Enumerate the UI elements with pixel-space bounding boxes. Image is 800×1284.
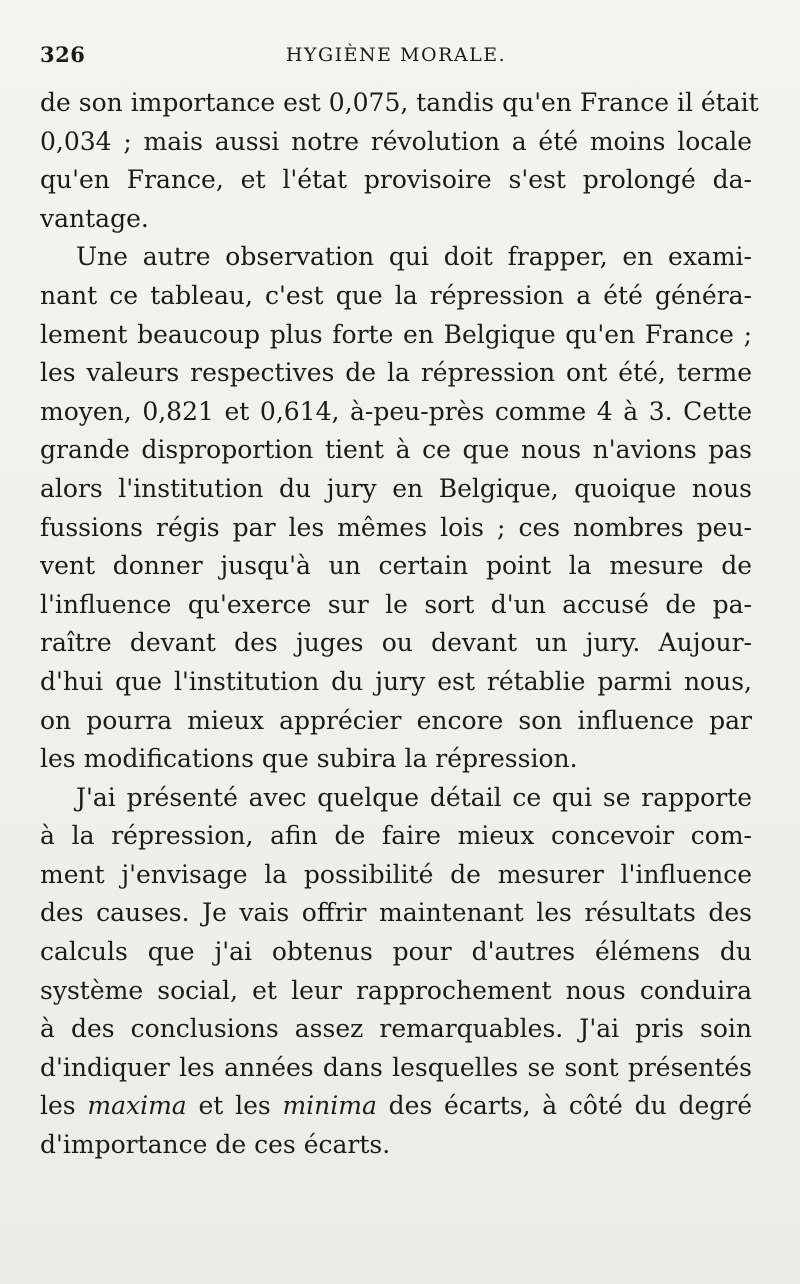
text-line: raître devant des juges ou devant un jury. Aujour- [40,628,752,658]
text-line: nant ce tableau, c'est que la répression a été généra- [40,280,752,310]
text-line: 0,034 ; mais aussi notre révolution a été moins locale [40,126,752,156]
text-line: alors l'institution du jury en Belgique, quoique nous [40,473,752,503]
text-line: l'influence qu'exerce sur le sort d'un accusé de pa- [40,589,752,619]
text-line: grande disproportion tient à ce que nous n'avions pas [40,435,752,465]
text-line: ment j'envisage la possibilité de mesurer l'influence [40,859,752,889]
text-line: d'hui que l'institution du jury est rétablie parmi nous, [40,666,752,696]
body-text [40,84,759,1165]
text-fragment: les [40,1091,88,1121]
text-line: Une autre observation qui doit frapper, en exami- [76,242,752,272]
text-line: vantage. [40,203,149,233]
text-line: des causes. Je vais offrir maintenant les résultats des [40,898,752,928]
text-line: d'indiquer les années dans lesquelles se sont présentés [40,1052,752,1082]
text-line: calculs que j'ai obtenus pour d'autres élémens du [40,937,752,967]
text-fragment: des écarts, à côté du degré [376,1091,752,1121]
text-line: fussions régis par les mêmes lois ; ces nombres peu- [40,512,752,542]
text-line: les modifications que subira la répression. [40,744,578,774]
paragraph-3 [40,779,752,1165]
text-line: à des conclusions assez remarquables. J'ai pris soin [40,1014,752,1044]
text-line: J'ai présenté avec quelque détail ce qui se rapporte [76,782,752,812]
text-line: qu'en France, et l'état provisoire s'est prolongé da- [40,165,752,195]
paragraph-1 [40,84,759,238]
paragraph-2 [40,238,752,778]
page-number: 326 [40,42,86,67]
text-line: lement beaucoup plus forte en Belgique qu'en France ; [40,319,752,349]
text-fragment: et les [186,1091,283,1121]
text-line-with-italics [40,1087,752,1126]
text-line: système social, et leur rapprochement nous conduira [40,975,752,1005]
text-line: de son importance est 0,075, tandis qu'en France il était [40,88,759,117]
text-line: moyen, 0,821 et 0,614, à-peu-près comme 4 à 3. Cette [40,396,752,426]
italic-term-maxima: maxima [87,1091,187,1121]
text-line: d'importance de ces écarts. [40,1130,391,1160]
text-line: les valeurs respectives de la répression ont été, terme [40,358,752,388]
text-line: à la répression, afin de faire mieux concevoir com- [40,821,752,851]
text-line: vent donner jusqu'à un certain point la mesure de [40,551,752,581]
text-line: on pourra mieux apprécier encore son influence par [40,705,752,735]
italic-term-minima: minima [282,1091,377,1121]
page-header [40,42,752,72]
running-title: HYGIÈNE MORALE. [285,44,507,66]
